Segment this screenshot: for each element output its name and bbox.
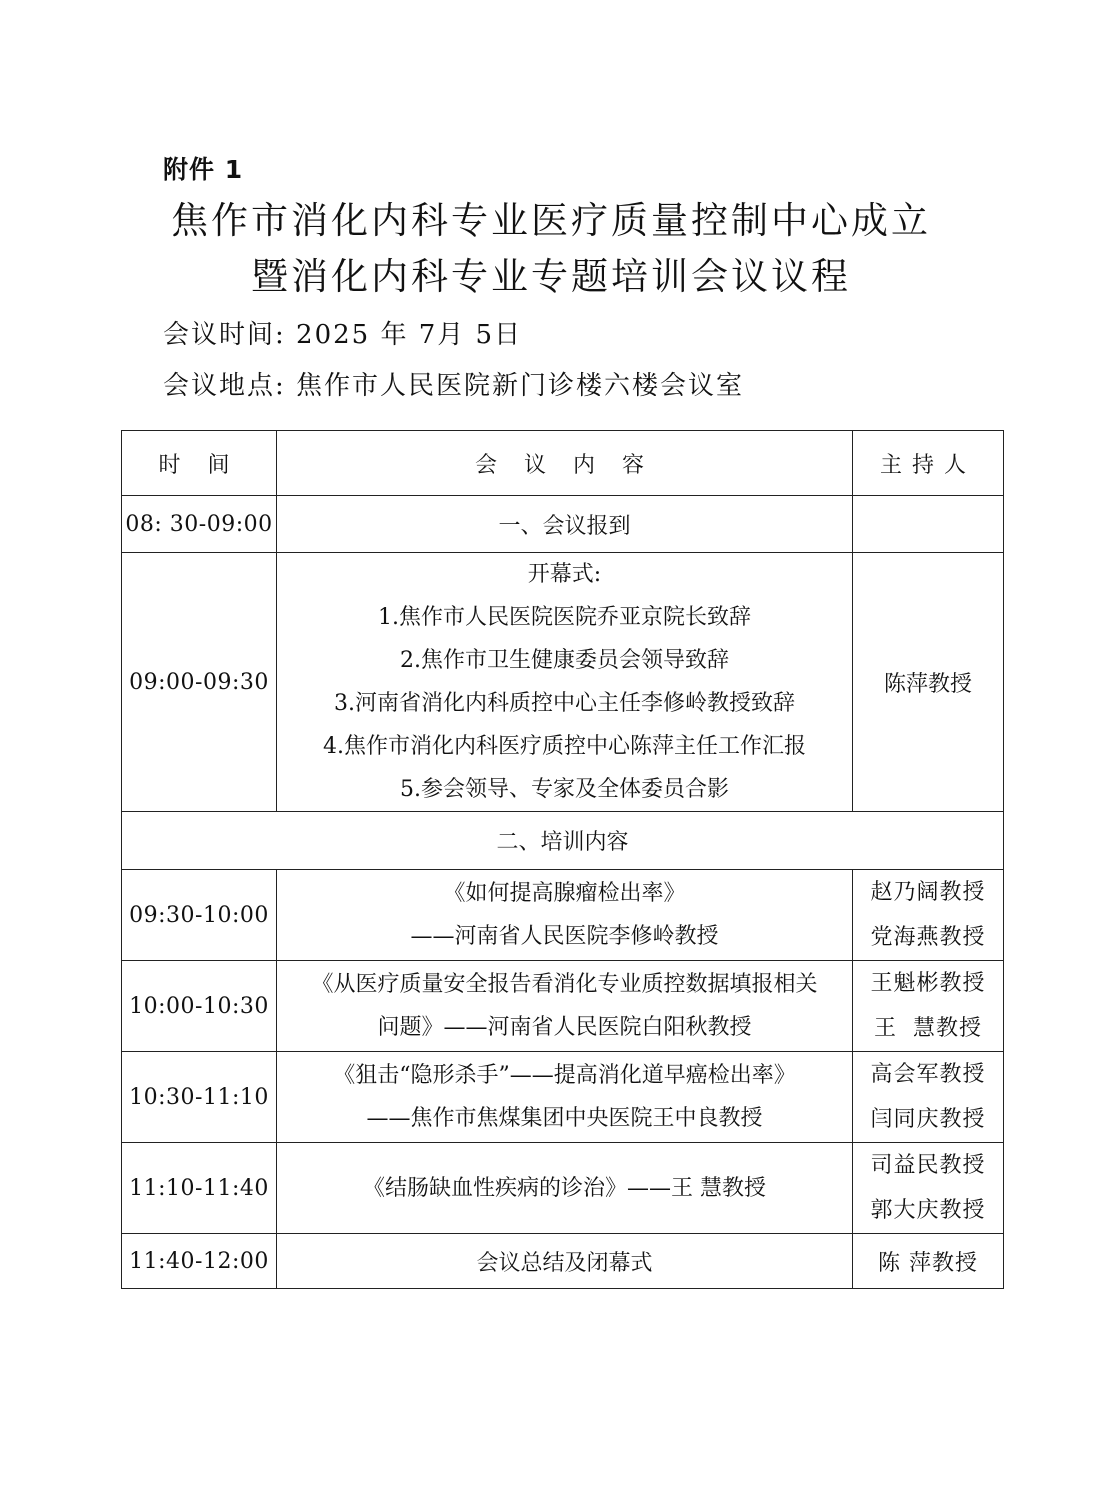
registration-host: [853, 496, 1004, 553]
header-time: 时 间: [122, 431, 277, 496]
session-host: 郭大庆教授: [870, 1198, 986, 1223]
session-line: ——焦作市焦煤集团中央医院王中良教授: [366, 1106, 763, 1131]
registration-time: 08: 30-09:00: [122, 496, 277, 553]
attachment-label: 附件 1: [163, 155, 244, 184]
meeting-place: 会议地点: 焦作市人民医院新门诊楼六楼会议室: [163, 371, 745, 401]
session-content: [277, 1052, 853, 1143]
session-host: 高会军教授: [870, 1062, 986, 1087]
opening-line: 3.河南省消化内科质控中心主任李修岭教授致辞: [334, 691, 795, 716]
session-time: 11:10-11:40: [122, 1143, 277, 1234]
session-hosts: [853, 870, 1004, 961]
opening-line: 5.参会领导、专家及全体委员合影: [400, 777, 729, 802]
session-content: [277, 961, 853, 1052]
registration-content: 一、会议报到: [277, 496, 853, 553]
session-line: 问题》——河南省人民医院白阳秋教授: [377, 1015, 752, 1040]
session-host: 赵乃阔教授: [870, 880, 986, 905]
table-row: [122, 553, 1004, 812]
opening-time: 09:00-09:30: [122, 553, 277, 812]
session-hosts: [853, 1052, 1004, 1143]
opening-line: 4.焦作市消化内科医疗质控中心陈萍主任工作汇报: [323, 734, 806, 759]
table-row: [122, 812, 1004, 870]
session-host: 党海燕教授: [870, 925, 986, 950]
session-line: 《如何提高腺瘤检出率》: [443, 881, 686, 906]
document-title-line1: 焦作市消化内科专业医疗质量控制中心成立: [171, 199, 931, 242]
document-title-line2: 暨消化内科专业专题培训会议议程: [251, 255, 851, 298]
session-content: [277, 1143, 853, 1234]
table-header-row: [122, 431, 1004, 496]
session-line: 《结肠缺血性疾病的诊治》——王 慧教授: [363, 1175, 766, 1201]
session-host: 王魁彬教授: [870, 971, 986, 996]
opening-host: 陈萍教授: [853, 553, 1004, 812]
opening-line: 1.焦作市人民医院医院乔亚京院长致辞: [378, 605, 751, 630]
opening-line: 2.焦作市卫生健康委员会领导致辞: [400, 648, 729, 673]
table-row: [122, 1052, 1004, 1143]
session-host: 闫同庆教授: [870, 1107, 986, 1132]
opening-line: 开幕式:: [527, 562, 602, 587]
session-hosts: [853, 1143, 1004, 1234]
session-host: 王 慧教授: [874, 1016, 982, 1041]
table-row: [122, 496, 1004, 553]
session-time: 10:30-11:10: [122, 1052, 277, 1143]
session-line: 《从医疗质量安全报告看消化专业质控数据填报相关: [311, 972, 818, 997]
meeting-time: 会议时间: 2025 年 7月 5日: [163, 320, 523, 350]
table-row: [122, 1234, 1004, 1289]
session-time: 09:30-10:00: [122, 870, 277, 961]
session-line: ——河南省人民医院李修岭教授: [410, 924, 719, 949]
session-time: 10:00-10:30: [122, 961, 277, 1052]
closing-time: 11:40-12:00: [122, 1234, 277, 1289]
session-host: 司益民教授: [870, 1153, 986, 1178]
training-section-heading: 二、培训内容: [122, 812, 1004, 870]
session-content: [277, 870, 853, 961]
opening-content: [277, 553, 853, 812]
table-row: [122, 961, 1004, 1052]
session-line: 《狙击“隐形杀手”——提高消化道早癌检出率》: [333, 1063, 796, 1088]
closing-content: 会议总结及闭幕式: [277, 1234, 853, 1289]
header-content: 会 议 内 容: [277, 431, 853, 496]
session-hosts: [853, 961, 1004, 1052]
agenda-table: [121, 430, 1004, 1289]
table-row: [122, 1143, 1004, 1234]
header-host: 主持人: [853, 431, 1004, 496]
table-row: [122, 870, 1004, 961]
closing-host: 陈 萍教授: [853, 1234, 1004, 1289]
